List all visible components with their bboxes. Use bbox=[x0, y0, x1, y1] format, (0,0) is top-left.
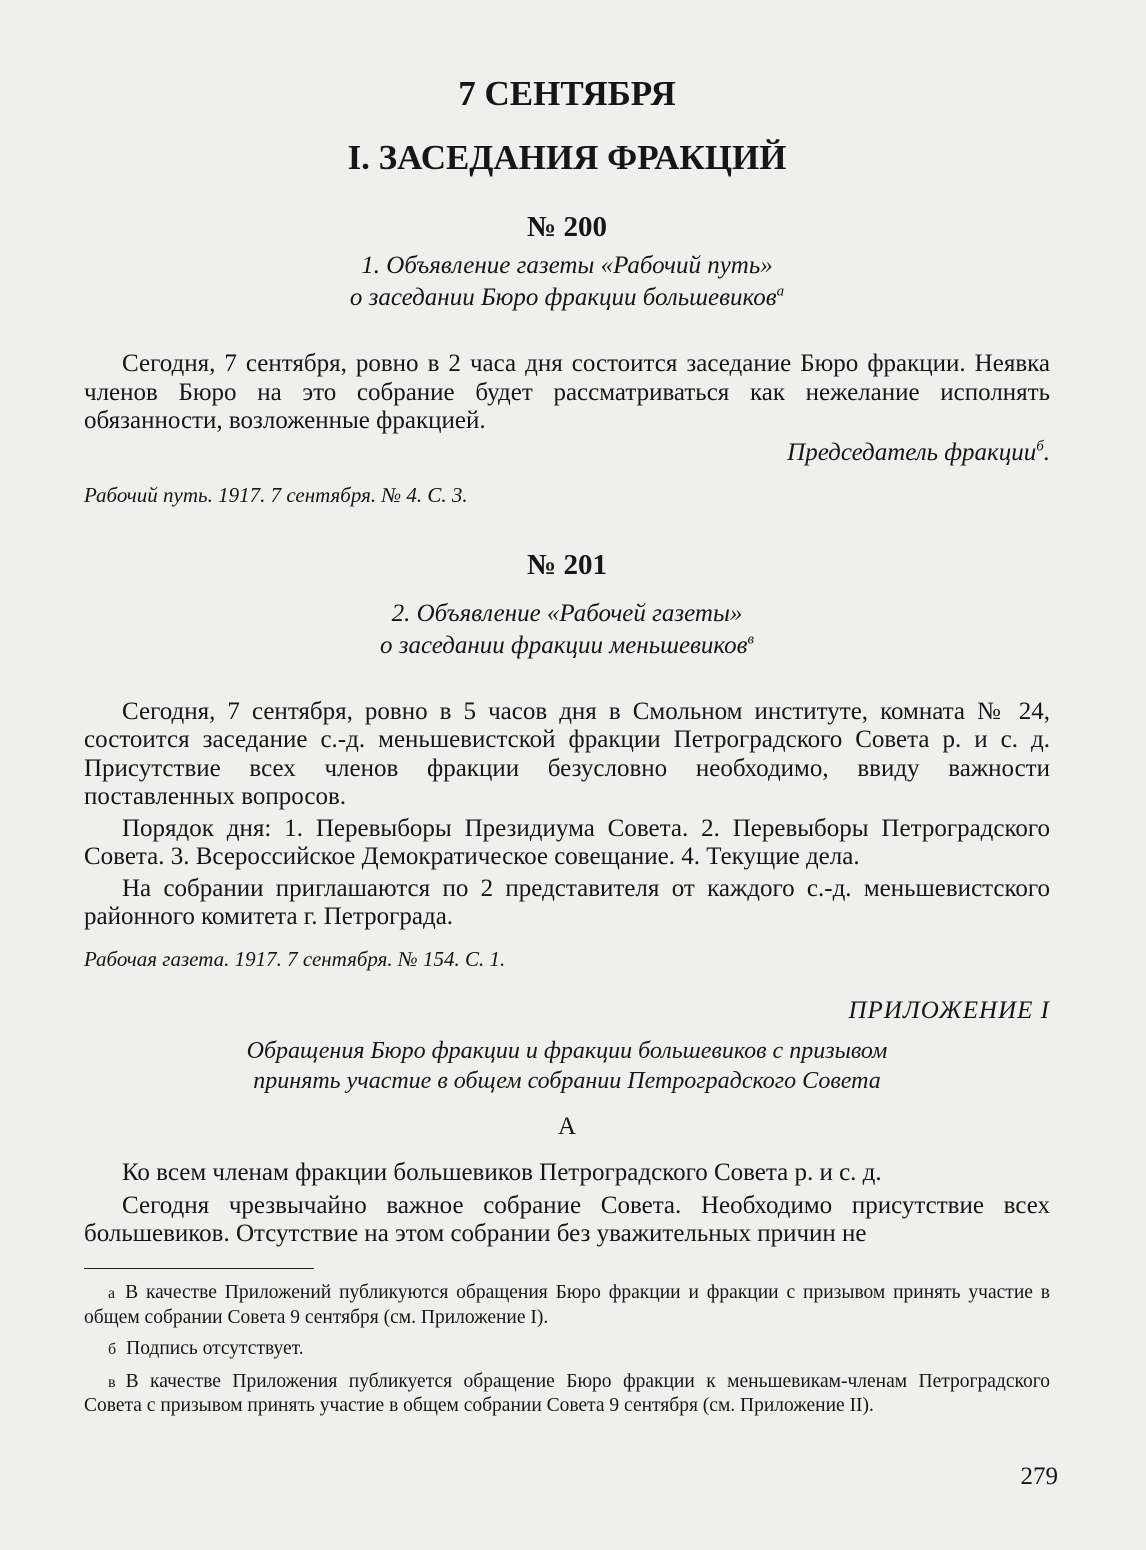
doc-201-para1: Сегодня, 7 сентября, ровно в 5 часов дня в Смольном институте, комната № 24, состоится заседание с.-д. меньшевистской фракции Петроградского Совета р. и с. д. Присутствие всех членов фракции безусловно необходимо, ввиду важности поставленных вопросов. bbox=[84, 697, 1050, 810]
section-heading: I. ЗАСЕДАНИЯ ФРАКЦИЙ bbox=[347, 138, 787, 177]
doc-200-title-text: о заседании Бюро фракции большевиков bbox=[349, 284, 777, 311]
footnote bbox=[84, 1370, 1050, 1418]
footnote-mark: а bbox=[108, 1285, 116, 1302]
footnote-text: В качестве Приложения публикуется обращение Бюро фракции к меньшевикам-членам Петроградского Совета с призывом принять участие в общем собрании Совета 9 сентября (см. Приложение II). bbox=[84, 1370, 1050, 1416]
doc-200-title-line2 bbox=[84, 282, 1050, 314]
footnote-ref-b: б bbox=[1036, 438, 1044, 455]
appendix-label: ПРИЛОЖЕНИЕ I bbox=[848, 996, 1050, 1024]
footnote-ref-a: а bbox=[776, 283, 785, 300]
footnote-divider bbox=[84, 1268, 314, 1269]
footnote bbox=[84, 1281, 1050, 1329]
doc-200-source: Рабочий путь. 1917. 7 сентября. № 4. С. 3. bbox=[84, 482, 468, 507]
doc-201-title-line1: 2. Объявление «Рабочей газеты» bbox=[391, 599, 743, 627]
doc-200-title-line1: 1. Объявление газеты «Рабочий путь» bbox=[361, 252, 773, 279]
footnote bbox=[84, 1337, 1050, 1362]
appendix-title-line1: Обращения Бюро фракции и фракции большевиков с призывом bbox=[246, 1037, 888, 1064]
doc-201-para2: Порядок дня: 1. Перевыборы Президиума Совета. 2. Перевыборы Петроградского Совета. 3. Всероссийское Демократическое совещание. 4. Текущие дела. bbox=[84, 814, 1050, 870]
footnote-text: Подпись отсутствует. bbox=[126, 1338, 304, 1359]
appendix-body: Сегодня чрезвычайно важное собрание Совета. Необходимо присутствие всех большевиков. Отсутствие на этом собрании без уважительных причин не bbox=[84, 1191, 1050, 1247]
footnote-mark: в bbox=[108, 1373, 116, 1391]
doc-200-body: Сегодня, 7 сентября, ровно в 2 часа дня состоится заседание Бюро фракции. Неявка членов Бюро на это собрание будет рассматриваться как нежелание исполнять обязанности, возложенные фракцией. bbox=[84, 350, 1050, 434]
doc-200-signature bbox=[84, 438, 1050, 468]
doc-200-number: № 200 bbox=[527, 211, 607, 243]
doc-201-title-line2 bbox=[84, 630, 1050, 662]
appendix-title-line2: принять участие в общем собрании Петроградского Совета bbox=[253, 1067, 881, 1094]
signature-end: . bbox=[1043, 438, 1050, 466]
signature-text: Председатель фракции bbox=[787, 438, 1037, 466]
footnote-ref-v: в bbox=[747, 631, 754, 648]
appendix-address: Ко всем членам фракции большевиков Петроградского Совета р. и с. д. bbox=[122, 1158, 882, 1186]
doc-201-title-text: о заседании фракции меньшевиков bbox=[380, 631, 748, 659]
footnotes bbox=[84, 1281, 1050, 1426]
date-heading: 7 СЕНТЯБРЯ bbox=[458, 74, 676, 113]
doc-201-source: Рабочая газета. 1917. 7 сентября. № 154. С. 1. bbox=[84, 946, 506, 971]
document-page bbox=[84, 60, 1050, 1249]
doc-201-para3: На собрании приглашаются по 2 представителя от каждого с.-д. меньшевистского районного комитета г. Петрограда. bbox=[84, 874, 1050, 930]
appendix-letter: А bbox=[557, 1112, 577, 1140]
footnote-mark: б bbox=[108, 1341, 117, 1358]
footnote-text: В качестве Приложений публикуются обращения Бюро фракции и фракции с призывом принять участие в общем собрании Совета 9 сентября (см. Приложение I). bbox=[84, 1282, 1050, 1328]
page-number: 279 bbox=[1020, 1463, 1058, 1490]
doc-201-number: № 201 bbox=[527, 548, 607, 581]
